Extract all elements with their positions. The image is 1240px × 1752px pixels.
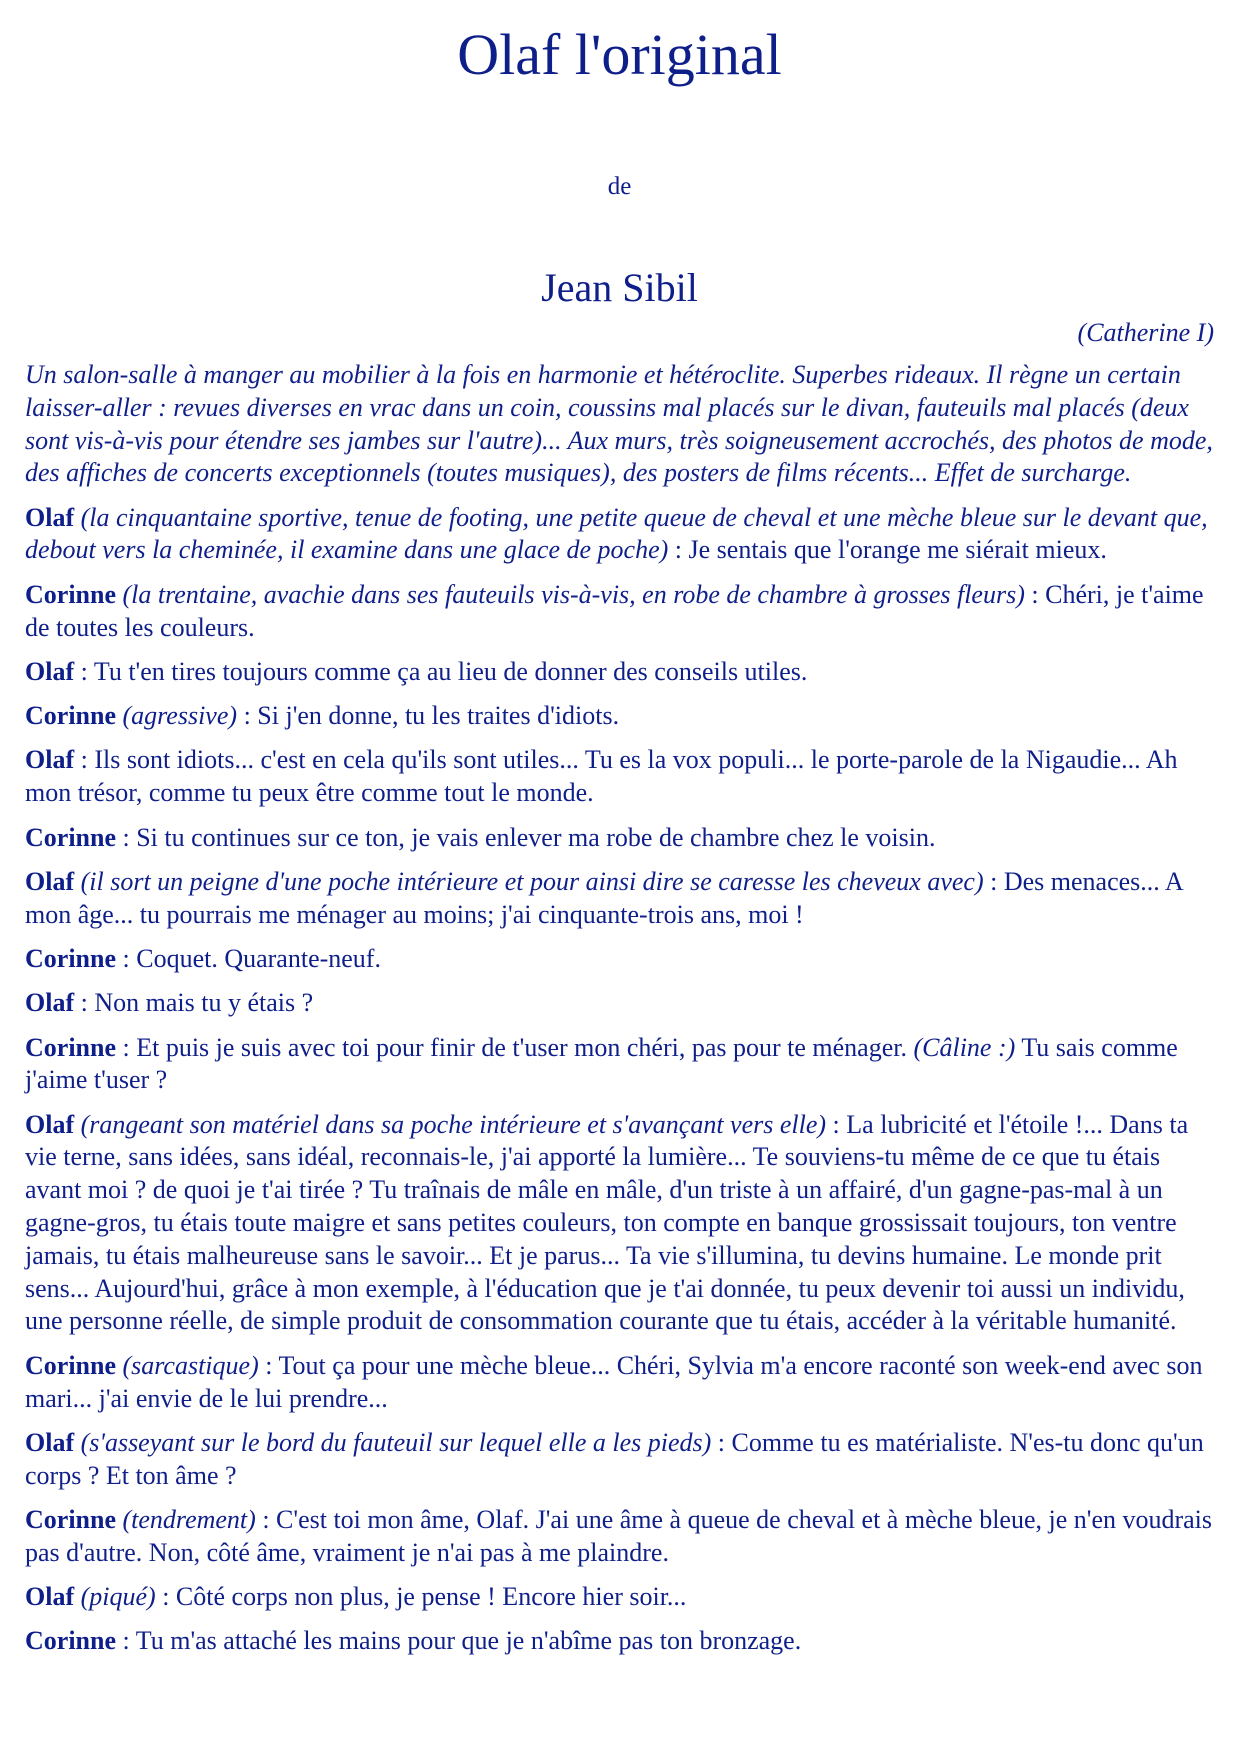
dialogue-line [25,656,1214,689]
stage-direction: (piqué) [74,1582,156,1611]
speaker-name: Olaf [25,988,75,1018]
dialogue-line [25,579,1214,645]
dialogue-line [25,1350,1214,1416]
line-text: : Tout ça pour une mèche bleue... Chéri, Sylvia m'a encore raconté son week-end avec son mari... j'ai envie de le lui prendre... [25,1350,1203,1413]
speaker-name: Olaf [25,866,75,896]
credit: (Catherine I) [1077,318,1214,347]
line-text: : La lubricité et l'étoile !... Dans ta vie terne, sans idées, sans idéal, reconnais-le, j'ai apporté la lumière... Te souviens-tu même de ce que tu étais avant moi ? de quoi je t'ai tirée ? Tu traînais de mâle en mâle, d'un triste à un affairé, d'un gagne-pas-mal à un gagne-gros, tu étais toute maigre et sans petites couleurs, ton compte en banque grossissait toujours, ton ventre jamais, tu étais malheureuse sans le savoir... Et je parus... Ta vie s'illumina, tu devins humaine. Le monde prit sens... Aujourd'hui, grâce à mon exemple, à l'éducation que je t'ai donnée, tu peux devenir toi aussi un individu, une personne réelle, de simple produit de consommation courante que tu étais, accéder à la véritable humanité. [25,1109,1189,1336]
line-text: : Et puis je suis avec toi pour finir de t'user mon chéri, pas pour te ménager. [116,1032,907,1062]
author-name: Jean Sibil [541,265,698,310]
line-text: : Non mais tu y étais ? [74,988,314,1018]
speaker-name: Olaf [25,656,75,686]
dialogue-line [25,943,1214,976]
play-title: Olaf l'original [457,22,782,87]
line-text: : Si j'en donne, tu les traites d'idiots. [237,701,620,731]
speaker-name: Corinne [25,701,116,731]
speaker-name: Corinne [25,1350,116,1380]
line-text: Tu sais comme j'aime t'user ? [25,1032,1178,1095]
speaker-name: Corinne [25,943,116,973]
speaker-name: Olaf [25,1109,75,1139]
speaker-name: Corinne [25,1626,116,1656]
dialogue-line [25,1581,1214,1614]
speaker-name: Corinne [25,1504,116,1534]
dialogue-line [25,987,1214,1020]
stage-direction: (il sort un peigne d'une poche intérieure et pour ainsi dire se caresse les cheveux avec) [74,866,984,896]
stage-direction: (tendrement) [116,1504,256,1534]
dialogue-line [25,700,1214,733]
line-text: : Tu m'as attaché les mains pour que je n'abîme pas ton bronzage. [116,1626,802,1656]
line-text: : Côté corps non plus, je pense ! Encore hier soir... [155,1582,687,1611]
stage-direction: (Câline :) [906,1032,1016,1062]
speaker-name: Olaf [25,1582,75,1611]
dialogue-line [25,1032,1214,1098]
stage-direction: (s'asseyant sur le bord du fauteuil sur lequel elle a les pieds) [74,1427,712,1457]
dialogue [25,502,1214,1658]
dialogue-line [25,1427,1214,1493]
speaker-name: Olaf [25,502,75,532]
dialogue-line [25,822,1214,855]
speaker-name: Olaf [25,1427,75,1457]
stage-direction: (la cinquantaine sportive, tenue de footing, une petite queue de cheval et une mèche bleue sur le devant que, debout vers la cheminée, il examine dans une glace de poche) [25,502,1208,565]
speaker-name: Corinne [25,822,116,852]
line-text: : Je sentais que l'orange me siérait mieux. [668,535,1107,565]
dialogue-line [25,1504,1214,1570]
line-text: : Tu t'en tires toujours comme ça au lieu de donner des conseils utiles. [74,656,808,686]
line-text: : Des menaces... A mon âge... tu pourrais me ménager au moins; j'ai cinquante-trois ans, moi ! [25,866,1183,929]
stage-direction: (la trentaine, avachie dans ses fauteuils vis-à-vis, en robe de chambre à grosses fleurs) [116,579,1025,609]
line-text: : Coquet. Quarante-neuf. [116,943,381,973]
line-text: : Ils sont idiots... c'est en cela qu'ils sont utiles... Tu es la vox populi... le porte-parole de la Nigaudie... Ah mon trésor, comme tu peux être comme tout le monde. [25,745,1178,808]
dialogue-line [25,744,1214,810]
speaker-name: Olaf [25,745,75,775]
line-text: : Chéri, je t'aime de toutes les couleurs. [25,579,1204,642]
speaker-name: Corinne [25,1032,116,1062]
dialogue-line [25,1109,1214,1339]
stage-direction: (rangeant son matériel dans sa poche intérieure et s'avançant vers elle) [74,1109,827,1139]
speaker-name: Corinne [25,579,116,609]
byline: de [607,173,632,200]
dialogue-line [25,1625,1214,1658]
stage-direction: (agressive) [116,701,238,731]
line-text: : Si tu continues sur ce ton, je vais enlever ma robe de chambre chez le voisin. [116,822,936,852]
line-text: : C'est toi mon âme, Olaf. J'ai une âme à queue de cheval et à mèche bleue, je n'en voudrais pas d'autre. Non, côté âme, vraiment je n'ai pas à me plaindre. [25,1504,1213,1567]
dialogue-line [25,502,1214,568]
stage-direction: (sarcastique) [116,1350,259,1380]
dialogue-line [25,866,1214,932]
line-text: : Comme tu es matérialiste. N'es-tu donc qu'un corps ? Et ton âme ? [25,1427,1204,1490]
opening-stage-direction: Un salon-salle à manger au mobilier à la fois en harmonie et hétéroclite. Superbes rideaux. Il règne un certain laisser-aller : revues diverses en vrac dans un coin, coussins mal placés sur le divan, fauteuils mal placés (deux sont vis-à-vis pour étendre ses jambes sur l'autre)... Aux murs, très soigneusement accrochés, des photos de mode, des affiches de concerts exceptionnels (toutes musiques), des posters de films récents... Effet de surcharge. [25,360,1213,488]
